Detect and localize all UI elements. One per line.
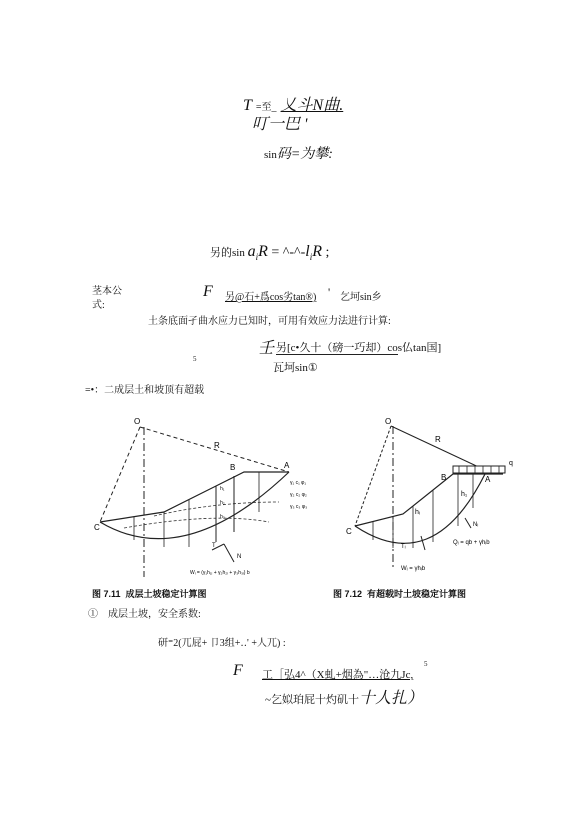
eq5-denom-right: 十人扎）	[358, 690, 423, 707]
eq2-sub-i2: i	[309, 252, 313, 263]
eq3-numer: 另[c•久十（磅一巧却）cos仏tan国]	[276, 342, 442, 354]
h2-label: h₂	[220, 500, 225, 506]
normal-force-arrow	[224, 544, 234, 562]
Qi-formula: Qᵢ = qb + γhᵢb	[453, 540, 490, 546]
Ni-label: Nᵢ	[473, 522, 479, 528]
item1-text: 成层土坡，安全系数:	[108, 609, 201, 620]
label-B: B	[230, 463, 236, 472]
layer1-props: γ₁ c₁ φ₁	[290, 480, 307, 486]
eq3-sym: 壬	[258, 340, 275, 357]
eq5-small5: 5	[424, 660, 428, 668]
h1-label: h₁	[220, 486, 225, 492]
eq2-end: ;	[322, 245, 330, 260]
item1	[88, 605, 201, 620]
label-R: R	[435, 435, 441, 444]
eq5-denom-prefix: ~乞姒珀屁十灼矶十	[265, 694, 359, 706]
label-O: O	[134, 417, 141, 426]
basic-label-1: 茎本公	[92, 286, 122, 297]
eq2-l: l	[305, 243, 310, 260]
slip-arc	[100, 472, 289, 539]
normal-force-arrow	[465, 518, 471, 528]
Wi-formula: Wᵢ = γhᵢb	[401, 566, 426, 572]
eq1-mid: =至_	[255, 102, 277, 113]
basic-label-2: 式:	[92, 300, 105, 311]
h3-label: h₃	[220, 514, 225, 520]
fig-left-caption-num: 图 7.11	[92, 589, 121, 599]
radius-line-left	[100, 427, 140, 522]
radius-line-right	[391, 426, 485, 470]
label-C: C	[346, 527, 352, 536]
label-B: B	[441, 473, 447, 482]
label-O: O	[385, 418, 392, 426]
fig-right-caption	[333, 587, 466, 600]
eq5-F: F	[233, 662, 243, 679]
fig-right-caption-num: 图 7.12	[333, 589, 363, 599]
eq3-fraction-bar	[276, 354, 398, 355]
fig-left-caption-text: 成层土坡稳定计算图	[125, 589, 207, 599]
figure-layered-slope	[94, 412, 330, 587]
label-C: C	[94, 523, 100, 532]
basic-right: 乞坷sin乡	[340, 292, 382, 303]
figure-surcharge-slope	[343, 418, 518, 583]
eq1-sin: sin	[264, 149, 277, 161]
slip-arc	[355, 474, 485, 543]
basic-note: 土条底面孑曲水应力已知时，可用有效应力法进行计算:	[148, 316, 391, 327]
fig-right-caption-text: 有超载时土坡稳定计算图	[367, 589, 467, 599]
h1-label: h₁	[461, 491, 468, 498]
fig-left-caption	[92, 587, 207, 600]
basic-F: F	[203, 283, 213, 300]
eq2-R1: R	[258, 243, 268, 260]
eq1-line3	[264, 143, 333, 163]
layer3-props: γ₃ c₃ φ₃	[290, 504, 308, 510]
radius-line-left	[355, 426, 391, 526]
eq2-prefix: 另的sin	[210, 247, 248, 259]
eq2-a: a	[247, 243, 256, 260]
eq5-numer: 工［弘4^（X虬+烟為"…沧九Jc,	[262, 669, 414, 681]
eq3-denom: 瓦坷sin①	[273, 362, 318, 374]
label-q: q	[509, 460, 513, 467]
eq4: 研⁼2(兀屁+ 卩3组+‥' +人兀) :	[158, 638, 286, 649]
item1-num: ①	[88, 609, 98, 620]
eq2	[210, 243, 329, 262]
label-A: A	[485, 475, 491, 484]
eq3-small5: 5	[193, 355, 197, 363]
Ti-label: Tᵢ	[401, 544, 406, 550]
eq2-eq: = ^-^-	[267, 245, 306, 260]
eq1-line3-right: 码=为攀:	[276, 147, 333, 162]
label-R: R	[214, 441, 220, 450]
basic-numer: 另@石+爲cos劣tan®)	[225, 292, 317, 303]
label-T: T	[212, 543, 216, 549]
section2-heading: =•：二成层土和坡顶有超载	[85, 385, 205, 396]
eq5-denom	[265, 685, 423, 708]
label-A: A	[284, 461, 290, 470]
normal-force-arrow	[421, 536, 425, 550]
surcharge-load	[453, 466, 505, 473]
eq1-right: 乂斗N曲.	[280, 97, 344, 114]
layer-boundary-2	[124, 518, 269, 528]
label-N: N	[237, 554, 242, 560]
hi-label: hᵢ	[415, 509, 420, 516]
basic-tick: '	[328, 285, 331, 299]
layer2-props: γ₂ c₂ φ₂	[290, 492, 307, 498]
eq1-line2: 叮一巴 '	[252, 116, 308, 133]
eq2-R2: R	[312, 243, 322, 260]
eq2-sub-i: i	[255, 252, 259, 263]
eq1-T: T	[243, 97, 252, 114]
weight-formula: Wᵢ = (γ₁h₁ᵢ + γ₂h₂ᵢ + γ₃h₃ᵢ) b	[190, 570, 250, 576]
